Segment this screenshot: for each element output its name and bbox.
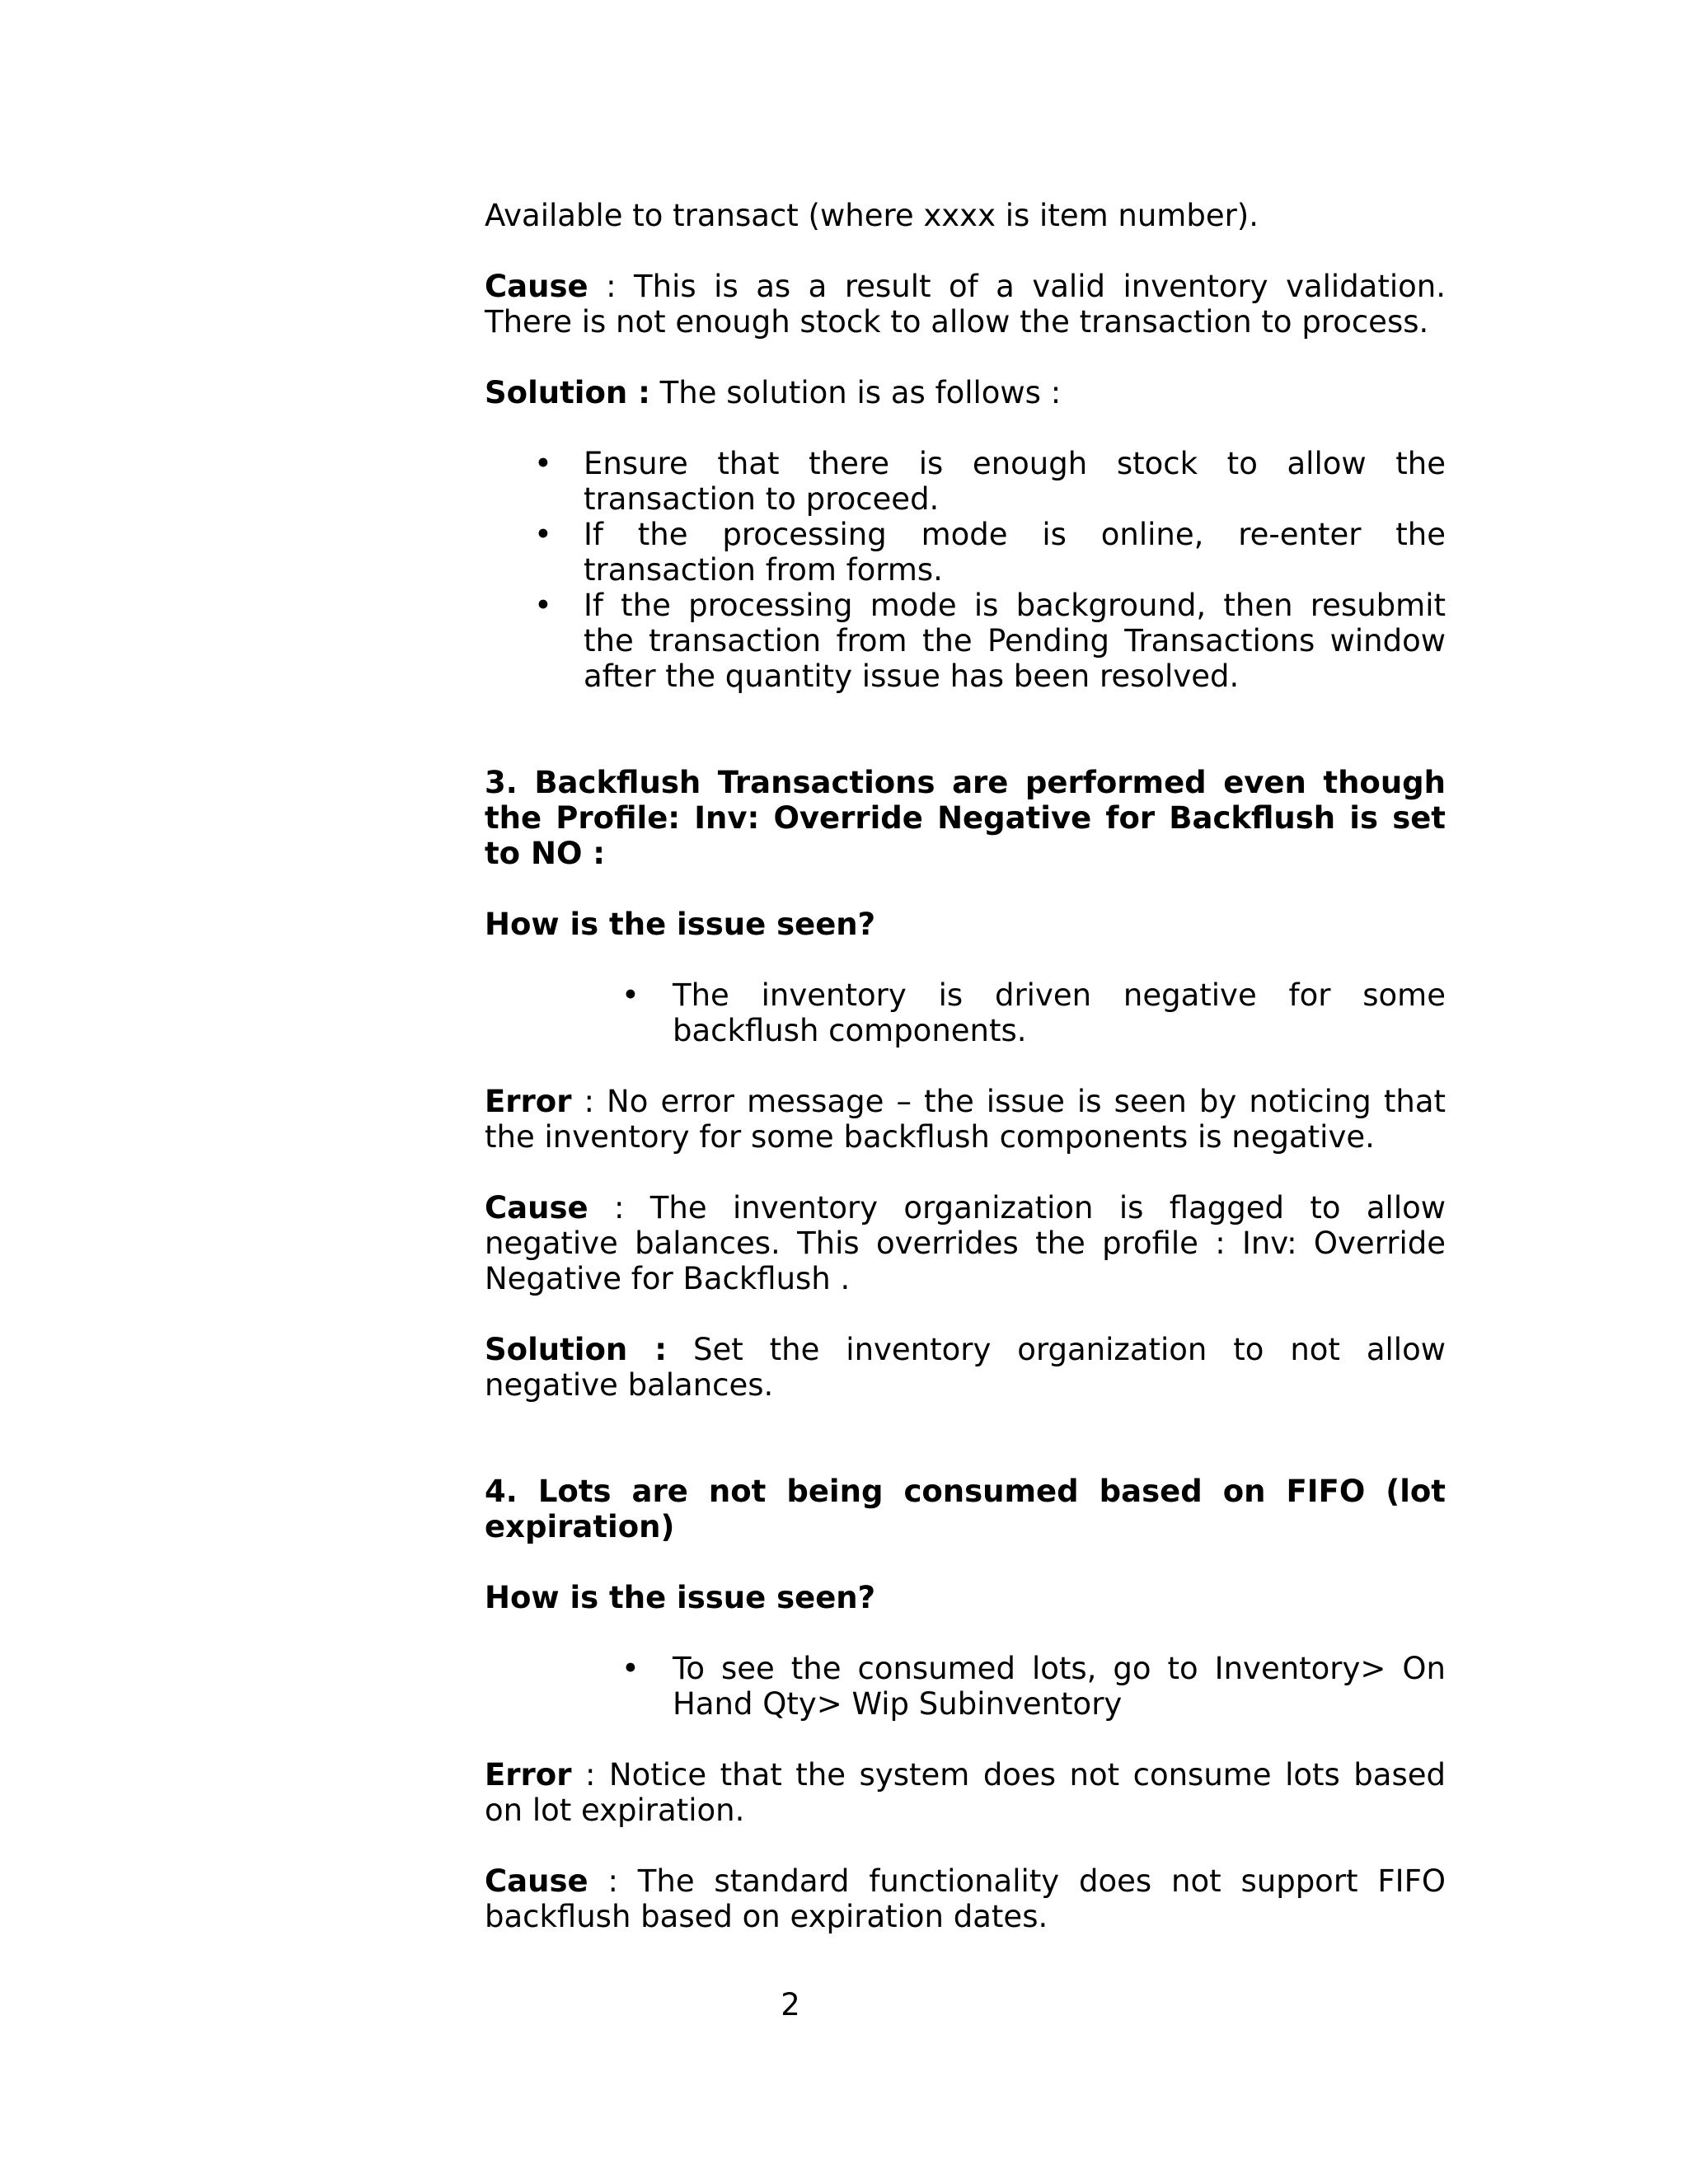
page-number: 2 [781,1987,800,2022]
list-item-text: If the processing mode is online, re-enter the transaction from forms. [584,517,1446,588]
bullet-icon: • [621,977,640,1013]
bullet-icon: • [534,446,552,481]
solution-label: Solution : [485,1332,668,1367]
intro-line: Available to transact (where xxxx is item number). [485,198,1259,233]
cause-label: Cause [485,1190,588,1226]
sec4-how-heading: How is the issue seen? [485,1580,876,1615]
list-item-text: Ensure that there is enough stock to allow the transaction to proceed. [584,446,1446,517]
error-text: : Notice that the system does not consume lots based on lot expiration. [485,1757,1446,1828]
list-item [621,977,1446,1048]
cause-text: : The inventory organization is flagged to allow negative balances. This overrides the profile : Inv: Override Negative for Backflush . [485,1190,1446,1296]
error-text: : No error message – the issue is seen by noticing that the inventory for some backflush components is negative. [485,1084,1446,1155]
cause-text: : This is as a result of a valid inventory validation. There is not enough stock to allow the transaction to process. [485,269,1446,340]
list-item [534,446,1446,517]
document-body [485,198,1446,1934]
sec3-solution-paragraph [485,1332,1446,1403]
solution-label: Solution : [485,375,650,410]
sec4-heading: 4. Lots are not being consumed based on FIFO (lot expiration) [485,1474,1446,1544]
sec2-solution-paragraph [485,375,1446,410]
sec2-solution-list [534,446,1446,694]
bullet-icon: • [534,588,552,623]
bullet-icon: • [534,517,552,552]
sec2-cause-paragraph [485,269,1446,340]
cause-label: Cause [485,1863,588,1899]
solution-text: The solution is as follows : [649,375,1062,410]
sec3-error-paragraph [485,1084,1446,1155]
bullet-icon: • [621,1651,640,1686]
sec3-cause-paragraph [485,1190,1446,1296]
sec4-error-paragraph [485,1757,1446,1828]
cause-text: : The standard functionality does not support FIFO backflush based on expiration dates. [485,1863,1446,1934]
sec3-how-heading: How is the issue seen? [485,907,876,942]
list-item [621,1651,1446,1722]
error-label: Error [485,1084,572,1119]
sec4-cause-paragraph [485,1863,1446,1934]
list-item-text: If the processing mode is background, then resubmit the transaction from the Pending Transactions window after the quantity issue has been resolved. [584,588,1446,694]
list-item-text: The inventory is driven negative for some backflush components. [673,977,1446,1048]
sec4-symptom-list [621,1651,1446,1722]
sec3-symptom-list [621,977,1446,1048]
list-item-text: To see the consumed lots, go to Inventory> On Hand Qty> Wip Subinventory [673,1651,1446,1722]
error-label: Error [485,1757,572,1793]
list-item [534,517,1446,588]
list-item [534,588,1446,694]
solution-text: Set the inventory organization to not allow negative balances. [485,1332,1446,1403]
cause-label: Cause [485,269,588,304]
sec3-heading: 3. Backflush Transactions are performed even though the Profile: Inv: Override Negative for Backflush is set to NO : [485,765,1446,871]
